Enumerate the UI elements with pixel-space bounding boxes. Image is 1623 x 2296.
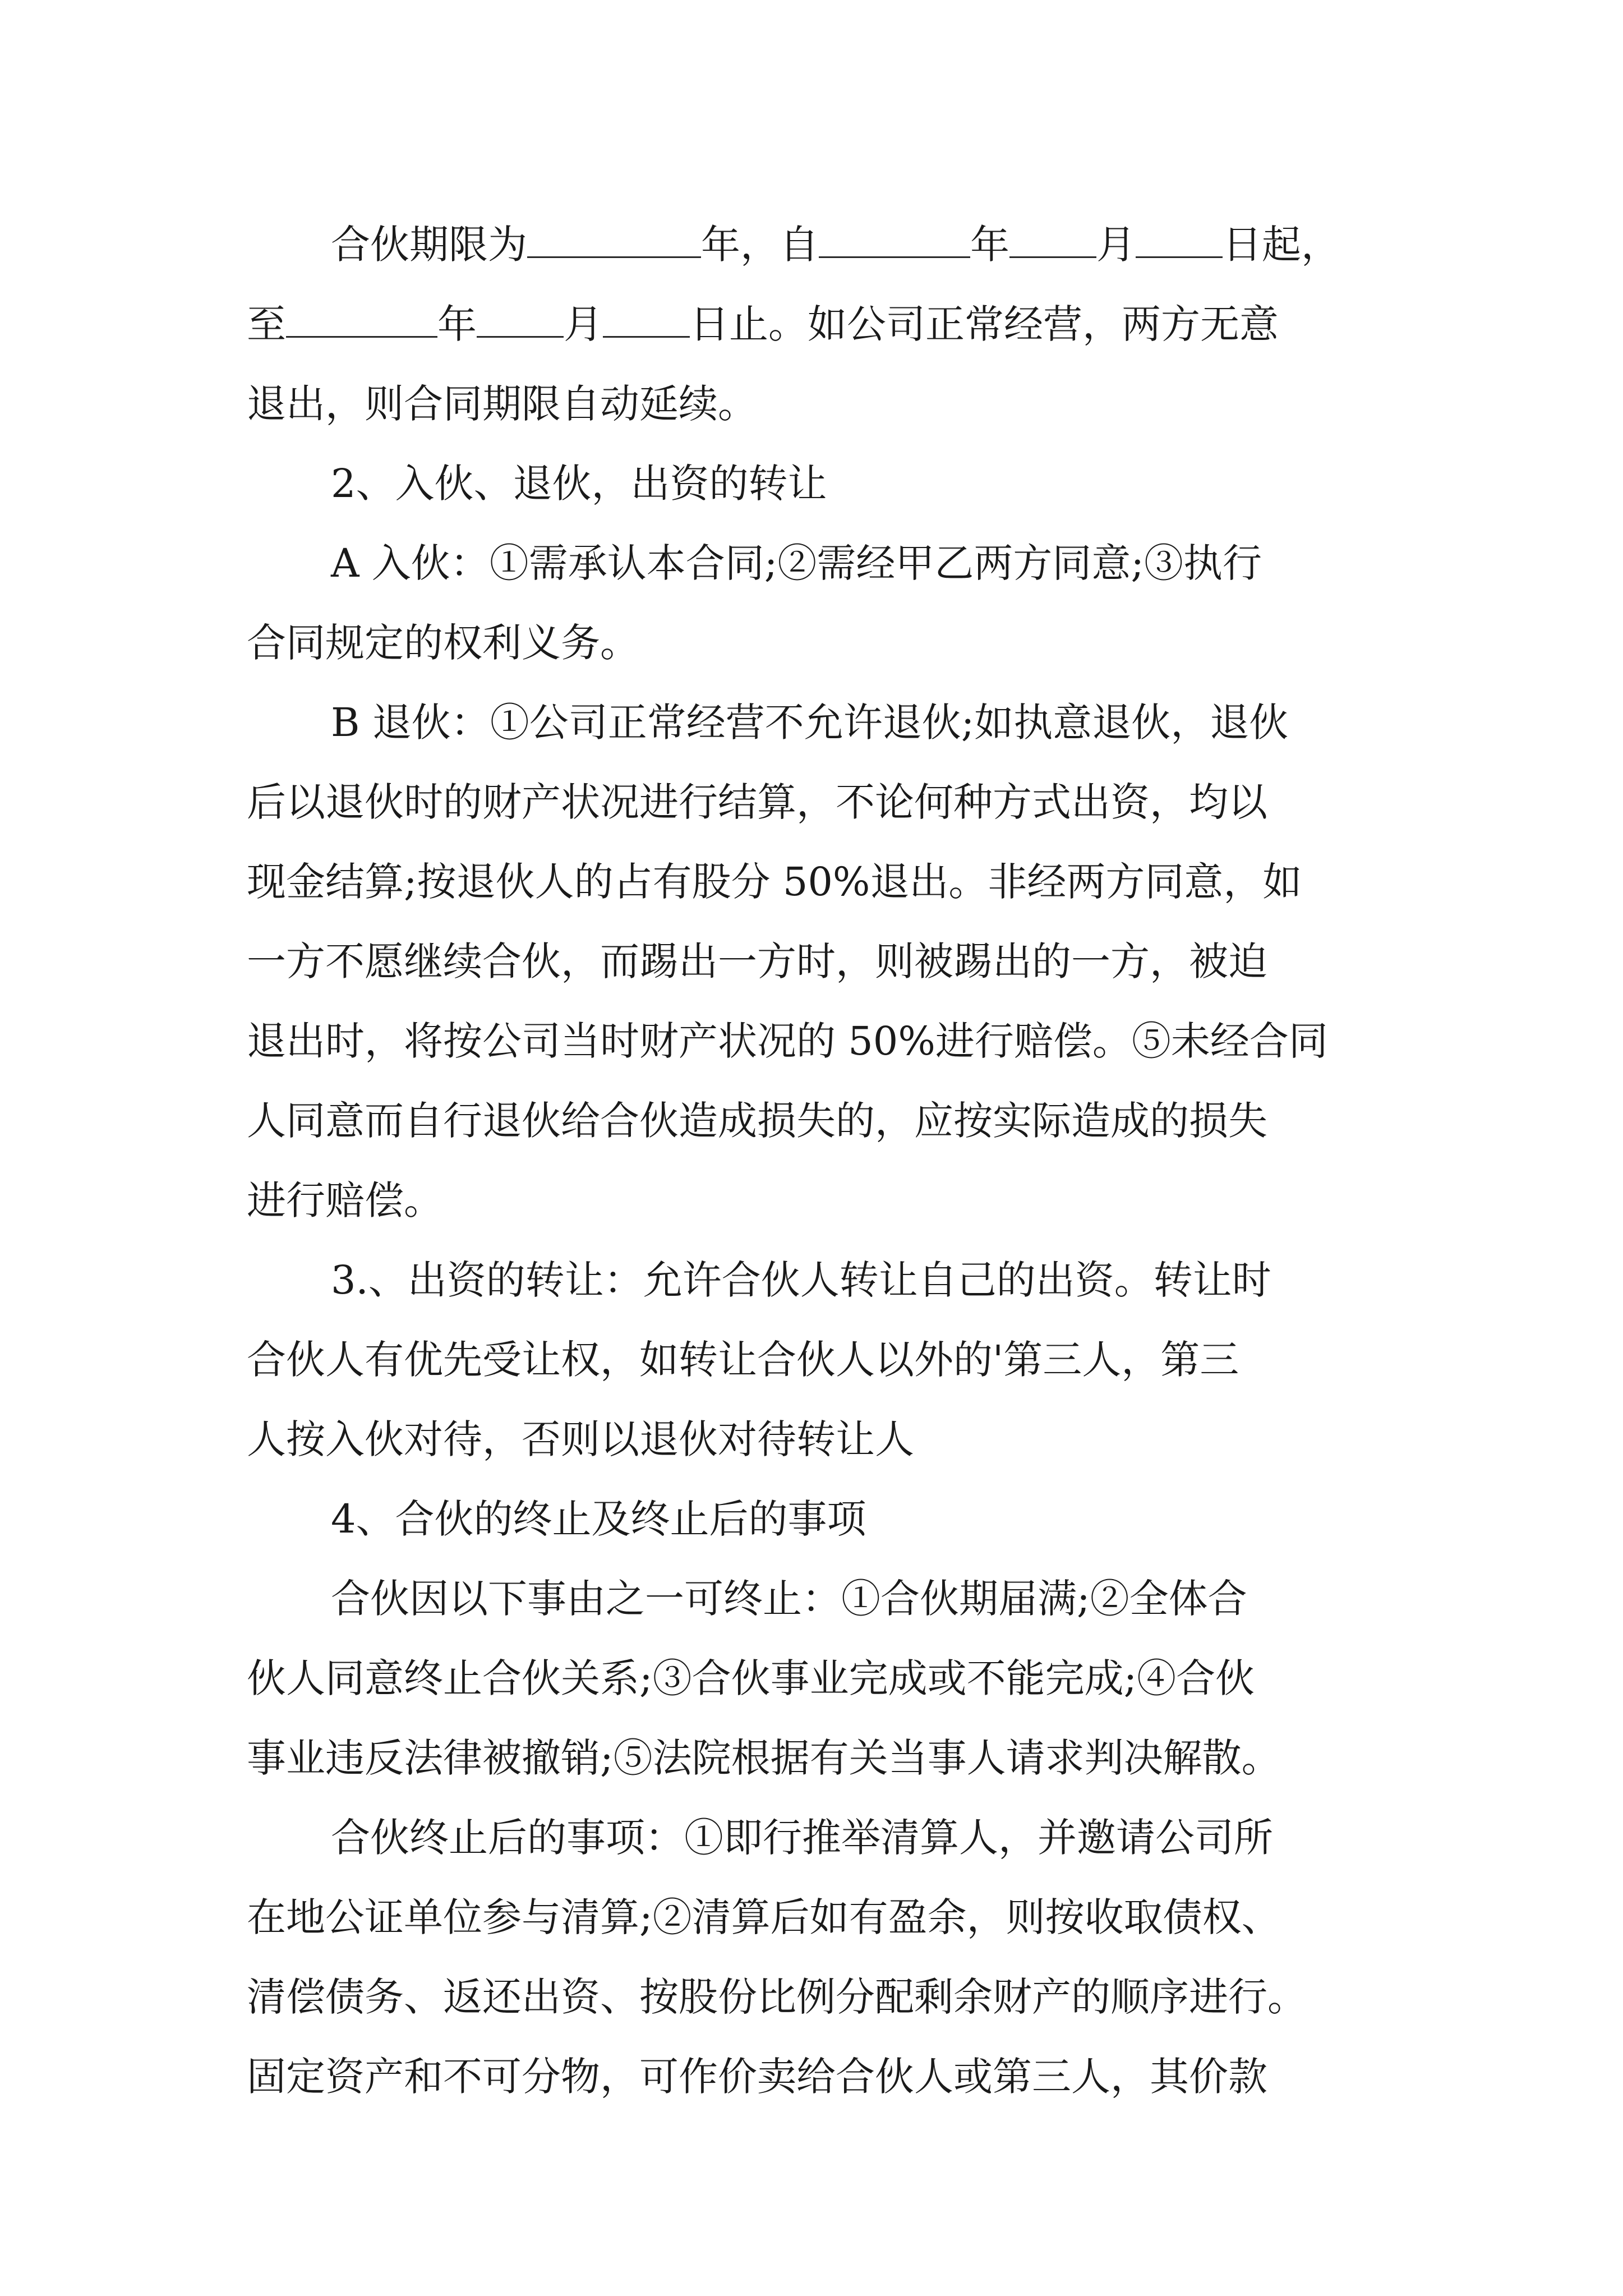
section-heading: 4、合伙的终止及终止后的事项 [331,1496,866,1542]
paragraph-line: 后以退伙时的财产状况进行结算，不论何种方式出资，均以 [247,779,1267,825]
paragraph-line: 退出时，将按公司当时财产状况的 50%进行赔偿。⑤未经合同 [247,1018,1328,1064]
section-heading: 2、入伙、退伙，出资的转让 [331,461,827,507]
term-text: 月 [1096,222,1136,268]
paragraph-line: 现金结算;按退伙人的占有股分 50%退出。非经两方同意，如 [247,859,1302,905]
blank-end-year [286,301,437,338]
blank-end-day [603,301,690,338]
blank-years [527,222,701,258]
paragraph-line: B 退伙：①公司正常经营不允许退伙;如执意退伙，退伙 [331,700,1289,746]
paragraph-line: 事业违反法律被撤销;⑤法院根据有关当事人请求判决解散。 [247,1735,1281,1781]
term-text: 年，自 [701,222,819,268]
term-text: 日止。如公司正常经营，两方无意 [690,301,1279,347]
term-text: 月 [564,301,603,347]
paragraph-line: 进行赔偿。 [247,1177,443,1223]
blank-start-year [819,222,970,258]
paragraph-line: 退出，则合同期限自动延续。 [247,381,757,427]
term-text: 合伙期限为 [331,222,527,268]
paragraph-line: 伙人同意终止合伙关系;③合伙事业完成或不能完成;④合伙 [247,1655,1255,1701]
paragraph-line: 人同意而自行退伙给合伙造成损失的，应按实际造成的损失 [247,1098,1267,1144]
paragraph-line: 固定资产和不可分物，可作价卖给合伙人或第三人，其价款 [247,2054,1267,2100]
paragraph-line: 在地公证单位参与清算;②清算后如有盈余，则按收取债权、 [247,1894,1281,1940]
term-line-2 [247,297,1279,351]
term-text: 年 [437,301,477,347]
paragraph-line: A 入伙：①需承认本合同;②需经甲乙两方同意;③执行 [331,540,1262,586]
paragraph-line: 合同规定的权利义务。 [247,620,639,666]
term-text: 日起， [1223,222,1340,268]
paragraph-line: 一方不愿继续合伙，而踢出一方时，则被踢出的一方，被迫 [247,938,1267,984]
blank-start-month [1009,222,1096,258]
paragraph-line: 人按入伙对待，否则以退伙对待转让人 [247,1416,914,1462]
blank-start-day [1136,222,1223,258]
term-text: 年 [970,222,1009,268]
paragraph-line: 清偿债务、返还出资、按股份比例分配剩余财产的顺序进行。 [247,1974,1307,2020]
paragraph-line: 合伙终止后的事项：①即行推举清算人，并邀请公司所 [331,1815,1273,1861]
term-line-1 [331,218,1340,272]
term-text: 至 [247,301,286,347]
paragraph-line: 3.、出资的转让：允许合伙人转让自己的出资。转让时 [331,1257,1271,1303]
blank-end-month [477,301,564,338]
paragraph-line: 合伙因以下事由之一可终止：①合伙期届满;②全体合 [331,1576,1247,1622]
paragraph-line: 合伙人有优先受让权，如转让合伙人以外的'第三人，第三 [247,1337,1239,1383]
